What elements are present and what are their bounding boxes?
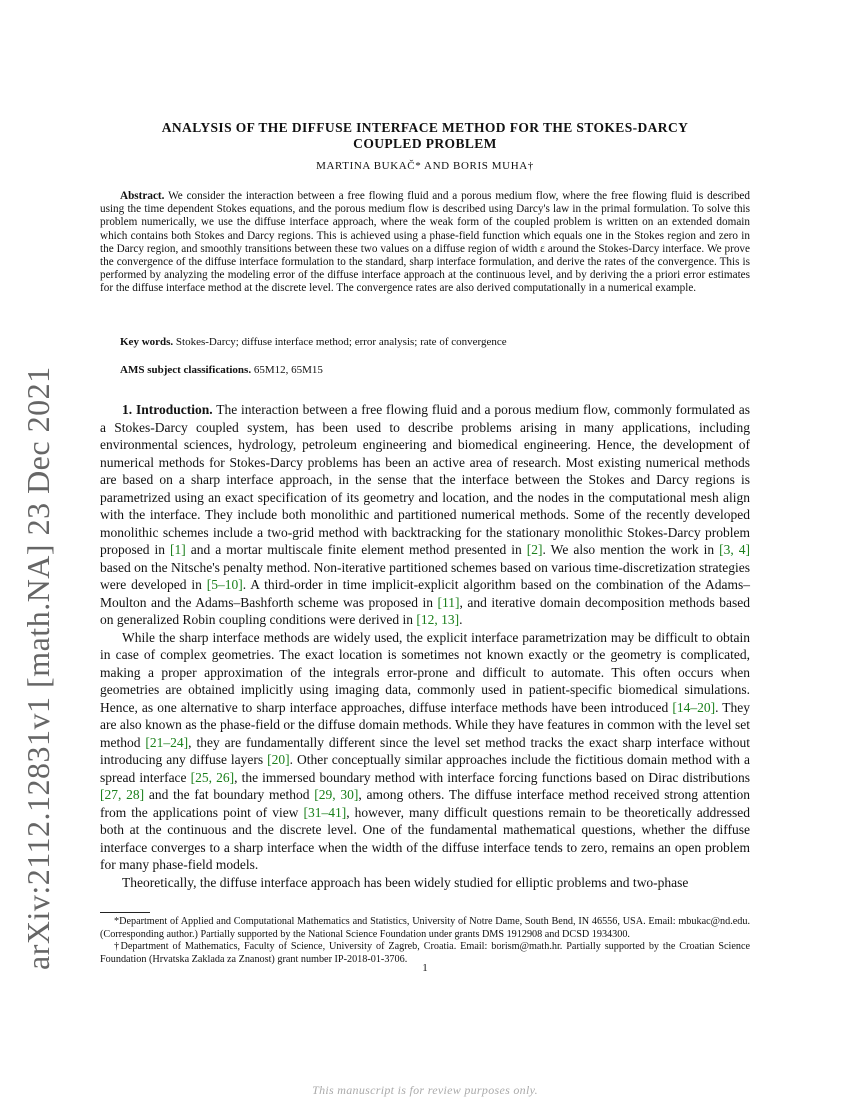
intro-paragraph-2: While the sharp interface methods are widely used, the explicit interface parametrization may be difficult to obtain in case of complex geometries. The exact location is sometimes not known exactly or the geometry is complicated, making a proper approximation of the integrals error-prone and difficult to automate. This often occurs when geometries are obtained implicitly using imaging data, commonly used in patient-specific biomedical simulations. Hence, as one alternative to sharp interface approaches, diffuse interface methods have been introduced [14–20]. They are also known as the phase-field or the diffuse domain methods. While they have features in common with the level set method [21–24], they are fundamentally different since the level set method tracks the exact sharp interface without introducing any diffuse layers [20]. Other conceptually similar approaches include the fictitious domain method with a spread interface [25, 26], the immersed boundary method with interface forcing functions based on Dirac distributions [27, 28] and the fat boundary method [29, 30], among others. The diffuse interface method received strong attention from the applications point of view [31–41], however, many difficult questions remain to be theoretically addressed both at the continuous and the discrete level. One of the fundamental mathematical questions, whether the diffuse interface converges to a sharp interface when the width of the diffuse interface tends to zero, remains an open problem for many phase-field models. [100,629,751,872]
abstract [100,190,750,296]
keywords-label: Key words. [120,336,174,348]
ams-text: 65M12, 65M15 [253,364,323,376]
review-notice: This manuscript is for review purposes only. [312,1083,538,1097]
paper-title-line2: COUPLED PROBLEM [353,136,497,151]
footnote-1: *Department of Applied and Computational Mathematics and Statistics, University of Notre Dame, South Bend, IN 46556, USA. Email: mbukac@nd.edu. (Corresponding author.) Partially supported by the National Science Foundation under grants DMS 1912908 and DCSD 1934300. [100,916,750,940]
citation-link[interactable]: [3, 4] [719,542,750,557]
ams-label: AMS subject classifications. [120,364,252,376]
intro-paragraph-1: 1. Introduction. The interaction between a free flowing fluid and a porous medium flow, commonly formulated as a Stokes-Darcy coupled system, has been used to describe problems arising in many applications, including environmental sciences, hydrology, petroleum engineering and biomedical engineering. Hence, the development of numerical methods for Stokes-Darcy problems has been an active area of research. Most existing numerical methods are based on a sharp interface approach, in the sense that the interface between the Stokes and Darcy regions is parametrized using an exact specification of its geometry and location, and the nodes in the computational mesh align with the interface. They include both monolithic and partitioned numerical methods. Some of the recently developed monolithic schemes include a two-grid method with backtracking for the stationary monolithic Stokes-Darcy problem proposed in [1] and a mortar multiscale finite element method presented in [2]. We also mention the work in [3, 4] based on the Nitsche's penalty method. Non-iterative partitioned schemes based on various time-discretization strategies were developed in [5–10]. A third-order in time implicit-explicit algorithm based on the combination of the Adams–Moulton and the Adams–Bashforth scheme was proposed in [11], and iterative domain decomposition methods based on generalized Robin coupling conditions were derived in [12, 13]. [100,402,751,627]
citation-link[interactable]: [1] [170,542,186,557]
citation-link[interactable]: [14–20] [672,699,716,715]
section-heading: 1. Introduction. [122,402,213,417]
ams-classification [120,364,323,376]
footnotes [100,916,750,966]
abstract-text: We consider the interaction between a free flowing fluid and a porous medium flow, where the free flowing fluid is described using the time dependent Stokes equations, and the porous medium flow is described using Darcy's law in the primal formulation. To solve this problem numerically, we use the diffuse interface approach, where the weak form of the coupled problem is written on an extended domain which contains both Stokes and Darcy regions. This is achieved using a phase-field function which equals one in the Stokes region and zero in the Darcy region, and smoothly transitions between these two values on a diffuse region of width ε around the Stokes-Darcy interface. We prove the convergence of the diffuse interface formulation to the standard, sharp interface formulation, and derive the rates of the convergence. This is performed by analyzing the modeling error of the diffuse interface approach at the continuous level, and by deriving the a priori error estimates for the diffuse interface method at the discrete level. The convergence rates are also derived computationally in a numerical example. [100,190,750,295]
arxiv-side-stamp: arXiv:2112.12831v1 [math.NA] 23 Dec 2021 [20,366,56,970]
introduction-section [100,401,750,891]
authors: MARTINA BUKAČ* AND BORIS MUHA† [316,160,534,172]
keywords-text: Stokes-Darcy; diffuse interface method; error analysis; rate of convergence [175,336,507,348]
citation-link[interactable]: [21–24] [145,734,189,750]
citation-link[interactable]: [25, 26] [190,769,235,785]
keywords [120,336,507,348]
citation-link[interactable]: [11] [437,594,460,610]
citation-link[interactable]: [29, 30] [314,787,359,802]
page-number: 1 [422,962,428,974]
citation-link[interactable]: [12, 13] [416,612,460,627]
citation-link[interactable]: [20] [267,752,290,767]
abstract-label: Abstract. [120,190,165,202]
citation-link[interactable]: [2] [526,542,543,557]
citation-link[interactable]: [27, 28] [100,787,145,802]
footnote-divider [100,912,150,913]
citation-link[interactable]: [5–10] [206,577,243,592]
citation-link[interactable]: [31–41] [303,804,347,820]
paper-title-line1: ANALYSIS OF THE DIFFUSE INTERFACE METHOD FOR THE STOKES-DARCY [161,120,689,135]
footnote-2: †Department of Mathematics, Faculty of Science, University of Zagreb, Croatia. Email: borism@math.hr. Partially supported by the Croatian Science Foundation (Hrvatska Zaklada za Znanost) grant number IP-2018-01-3706. [100,941,750,965]
intro-paragraph-3: Theoretically, the diffuse interface approach has been widely studied for elliptic problems and two-phase [122,874,689,890]
